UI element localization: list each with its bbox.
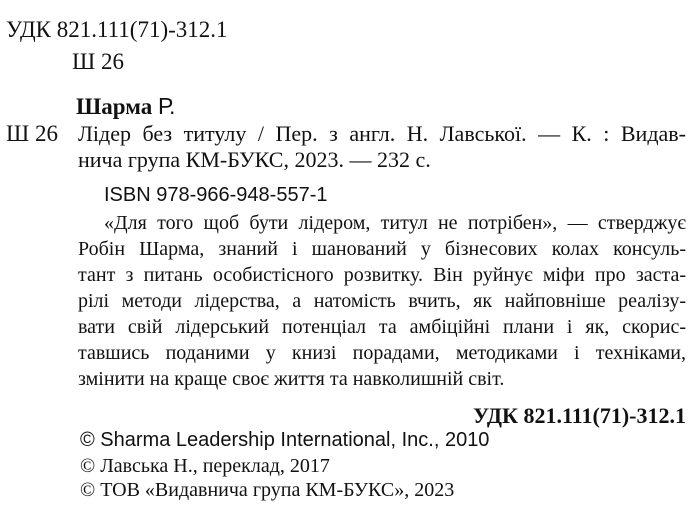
copyright-line: © Лавська Н., переклад, 2017	[80, 455, 330, 477]
annotation-line: вати свій лідерський потенціал та амбіційні плани і як, скорис-	[78, 316, 686, 338]
udk-bottom: УДК 821.111(71)-312.1	[472, 403, 686, 428]
bibliographic-line-1: Лідер без титулу / Пер. з англ. Н. Лавської. — К. : Видав-	[78, 121, 686, 146]
copyright-line: © ТОВ «Видавнича група КМ-БУКС», 2023	[80, 479, 455, 501]
udk-top: УДК 821.111(71)-312.1	[6, 17, 228, 42]
bbk-top: Ш 26	[72, 49, 124, 74]
annotation-line: тавшись поданими у книзі порадами, методиками і техніками,	[78, 342, 686, 364]
annotation-line: тант з питань особистісного розвитку. Він руйнує міфи про заста-	[78, 264, 686, 286]
annotation-line: Робін Шарма, знаний і шанований у бізнесових колах консуль-	[78, 238, 686, 260]
author-surname: Шарма	[76, 94, 153, 119]
copyright-line: © Sharma Leadership International, Inc., 2010	[80, 429, 490, 451]
author	[76, 95, 175, 118]
annotation-line: «Для того щоб бути лідером, титул не потрібен», — стверджує	[104, 212, 686, 234]
annotation-line: рілі методи лідерства, а натомість вчить, як найповніше реалізу-	[78, 290, 686, 312]
author-initial: Р.	[157, 93, 176, 119]
bbk-index: Ш 26	[6, 121, 58, 146]
annotation-line: змінити на краще своє життя та навколишній світ.	[78, 368, 505, 390]
isbn: ISBN 978-966-948-557-1	[104, 184, 328, 206]
bibliographic-line-2: нича група КМ-БУКС, 2023. — 232 с.	[78, 147, 431, 172]
